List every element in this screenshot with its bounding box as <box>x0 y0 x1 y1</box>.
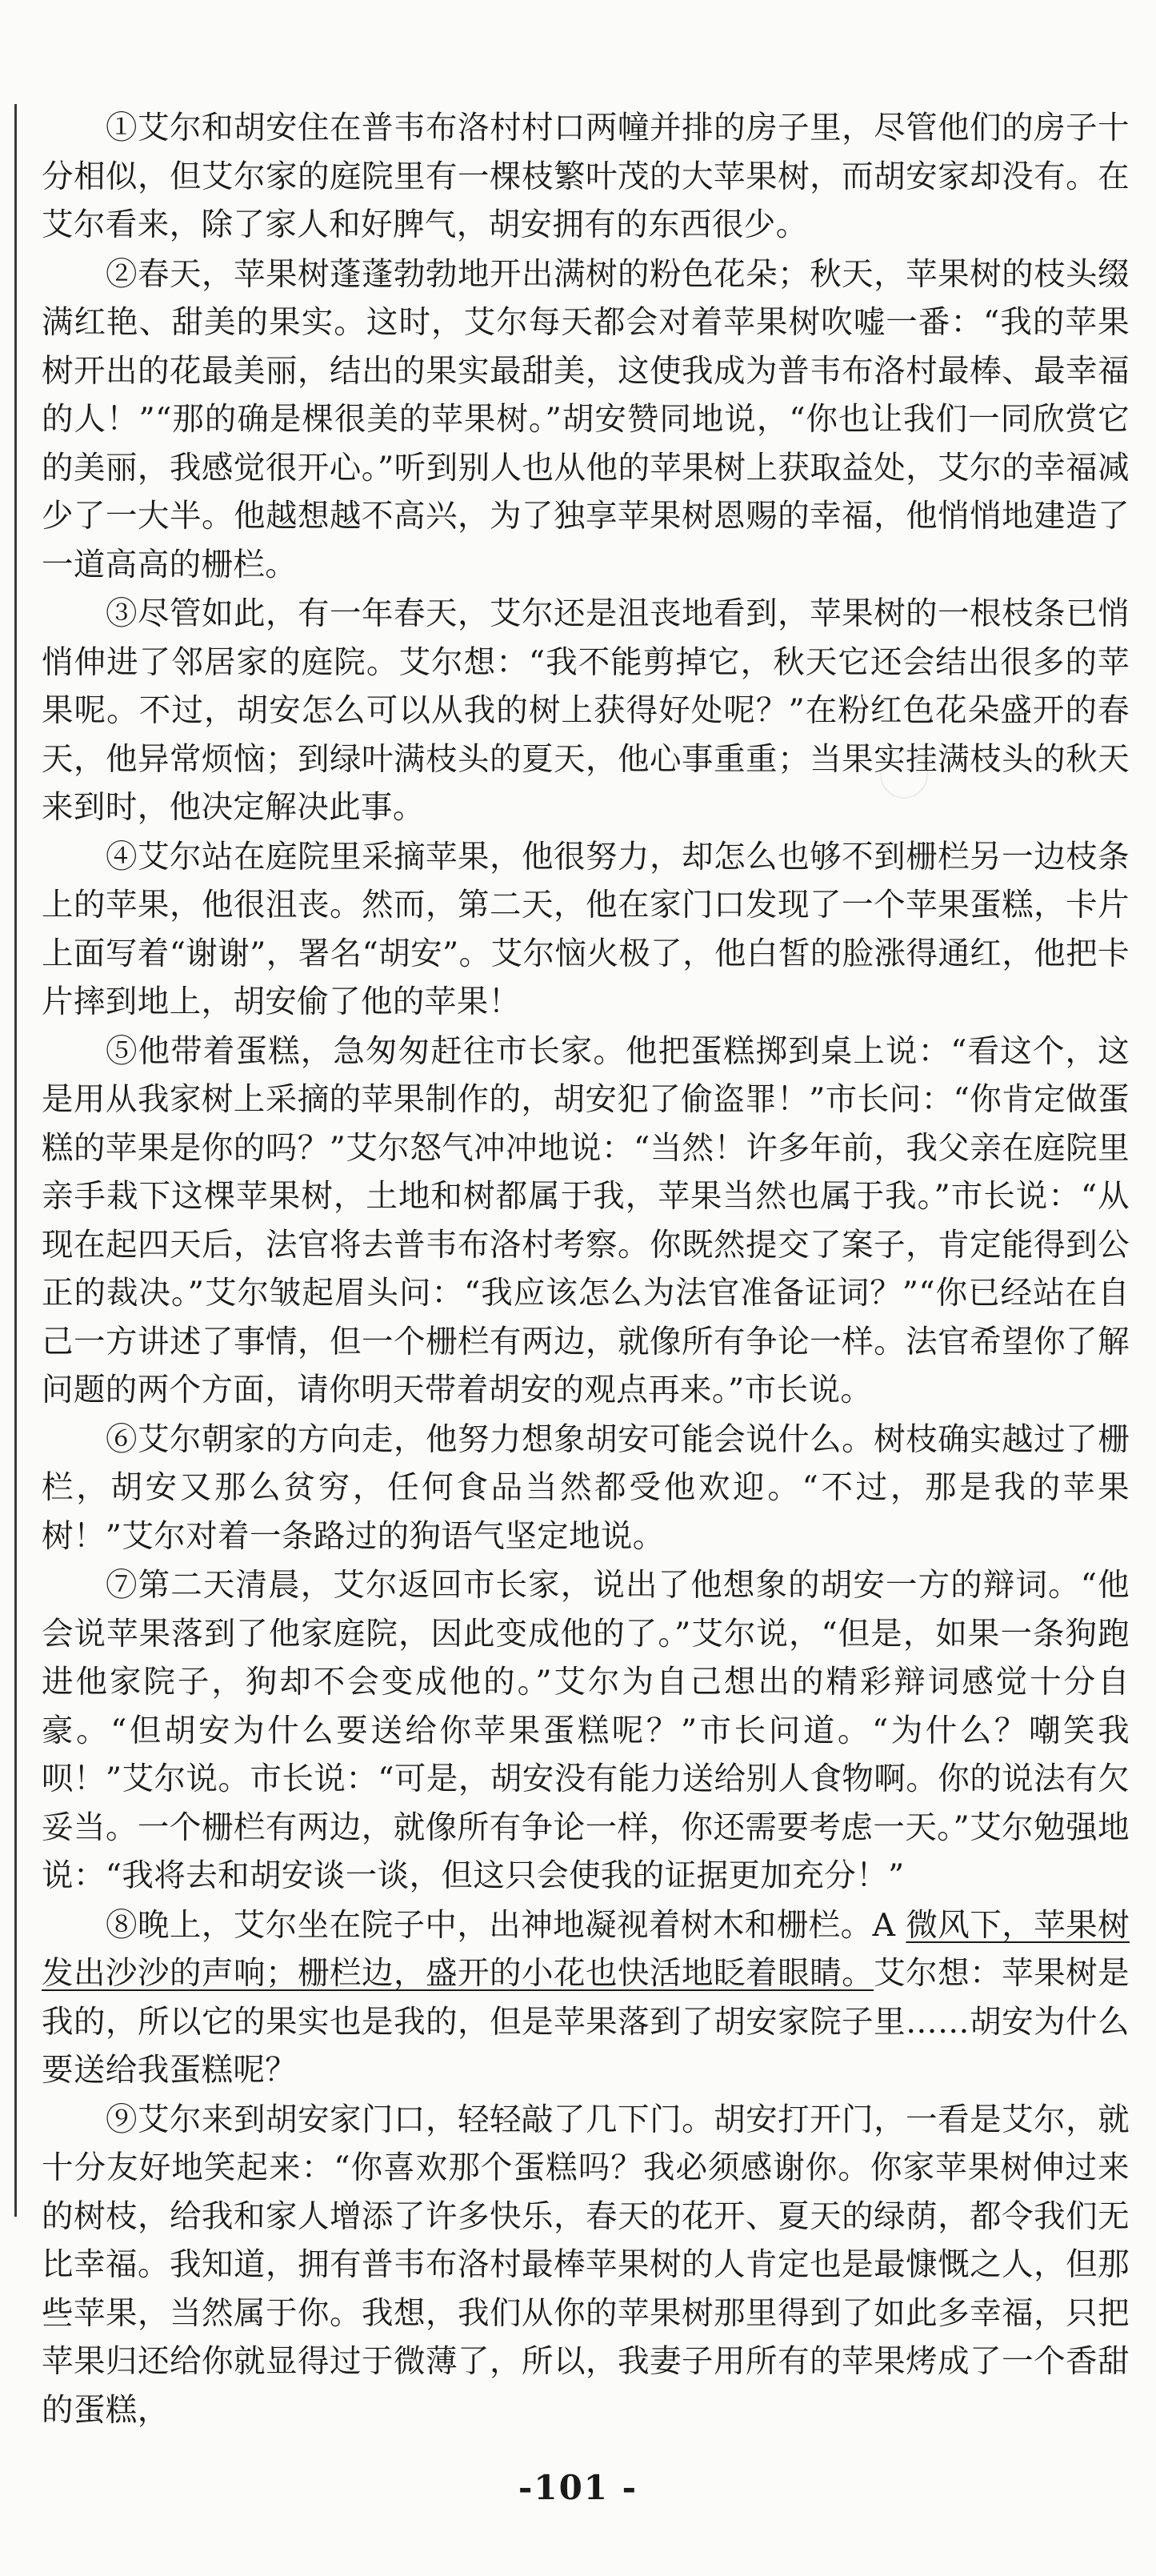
paragraph-number: ④ <box>106 838 138 875</box>
paragraph-number: ⑨ <box>106 2101 138 2138</box>
paragraph-number: ⑦ <box>106 1567 138 1604</box>
paragraph-number: ① <box>106 110 138 146</box>
paragraph-number: ② <box>106 255 138 293</box>
paragraph-8 <box>42 1901 1130 2095</box>
page-number: -101 - <box>518 2468 638 2507</box>
paragraph-4 <box>42 833 1130 1027</box>
paragraph-text: 春天，苹果树蓬蓬勃勃地开出满树的粉色花朵；秋天，苹果树的枝头缀满红艳、甜美的果实。这时，艾尔每天都会对着苹果树吹嘘一番：“我的苹果树开出的花最美丽，结出的果实最甜美，这使我成为普韦布洛村最棒、最幸福的人！”“那的确是棵很美的苹果树。”胡安赞同地说，“你也让我们一同欣赏它的美丽，我感觉很开心。”听到别人也从他的苹果树上获取益处，艾尔的幸福减少了一大半。他越想越不高兴，为了独享苹果树恩赐的幸福，他悄悄地建造了一道高高的栅栏。 <box>42 255 1130 583</box>
paragraph-1 <box>42 104 1130 250</box>
underlined-sentence-a: 微风下，苹果树发出沙沙的声响；栅栏边，盛开的小花也快活地眨着眼睛。 <box>42 1906 1130 1992</box>
paragraph-3 <box>42 590 1130 832</box>
paragraph-6 <box>42 1416 1130 1561</box>
paragraph-5 <box>42 1028 1130 1415</box>
paragraph-number: ⑥ <box>106 1420 138 1458</box>
paragraph-number: ⑧ <box>106 1906 138 1944</box>
paragraph-number: ③ <box>106 595 138 632</box>
paragraph-text-pre: 晚上，艾尔坐在院子中，出神地凝视着树木和栅栏。A <box>137 1906 906 1944</box>
paragraph-text: 艾尔站在庭院里采摘苹果，他很努力，却怎么也够不到栅栏另一边枝条上的苹果，他很沮丧。然而，第二天，他在家门口发现了一个苹果蛋糕，卡片上面写着“谢谢”，署名“胡安”。艾尔恼火极了，他白皙的脸涨得通红，他把卡片摔到地上，胡安偷了他的苹果！ <box>42 838 1130 1020</box>
paragraph-text: 尽管如此，有一年春天，艾尔还是沮丧地看到，苹果树的一根枝条已悄悄伸进了邻居家的庭院。艾尔想：“我不能剪掉它，秋天它还会结出很多的苹果呢。不过，胡安怎么可以从我的树上获得好处呢？”在粉红色花朵盛开的春天，他异常烦恼；到绿叶满枝头的夏天，他心事重重；当果实挂满枝头的秋天来到时，他决定解决此事。 <box>42 595 1130 826</box>
paragraph-7 <box>42 1561 1130 1901</box>
paragraph-text-post: 艾尔想：苹果树是我的，所以它的果实也是我的，但是苹果落到了胡安家院子里……胡安为什么要送给我蛋糕呢？ <box>42 1955 1130 2089</box>
paragraph-number: ⑤ <box>106 1032 138 1070</box>
margin-line <box>14 104 17 2217</box>
paragraph-text: 他带着蛋糕，急匆匆赶往市长家。他把蛋糕掷到桌上说：“看这个，这是用从我家树上采摘的苹果制作的，胡安犯了偷盗罪！”市长问：“你肯定做蛋糕的苹果是你的吗？”艾尔怒气冲冲地说：“当然！许多年前，我父亲在庭院里亲手栽下这棵苹果树，土地和树都属于我，苹果当然也属于我。”市长说：“从现在起四天后，法官将去普韦布洛村考察。你既然提交了案子，肯定能得到公正的裁决。”艾尔皱起眉头问：“我应该怎么为法官准备证词？”“你已经站在自己一方讲述了事情，但一个栅栏有两边，就像所有争论一样。法官希望你了解问题的两个方面，请你明天带着胡安的观点再来。”市长说。 <box>42 1032 1130 1408</box>
paragraph-text: 第二天清晨，艾尔返回市长家，说出了他想象的胡安一方的辩词。“他会说苹果落到了他家庭院，因此变成他的了。”艾尔说，“但是，如果一条狗跑进他家院子，狗却不会变成他的。”艾尔为自己想出的精彩辩词感觉十分自豪。“但胡安为什么要送给你苹果蛋糕呢？”市长问道。“为什么？嘲笑我呗！”艾尔说。市长说：“可是，胡安没有能力送给别人食物啊。你的说法有欠妥当。一个栅栏有两边，就像所有争论一样，你还需要考虑一天。”艾尔勉强地说：“我将去和胡安谈一谈，但这只会使我的证据更加充分！” <box>42 1567 1130 1894</box>
paragraph-text: 艾尔朝家的方向走，他努力想象胡安可能会说什么。树枝确实越过了栅栏，胡安又那么贫穷，任何食品当然都受他欢迎。“不过，那是我的苹果树！”艾尔对着一条路过的狗语气坚定地说。 <box>42 1420 1130 1555</box>
paragraph-text: 艾尔和胡安住在普韦布洛村村口两幢并排的房子里，尽管他们的房子十分相似，但艾尔家的庭院里有一棵枝繁叶茂的大苹果树，而胡安家却没有。在艾尔看来，除了家人和好脾气，胡安拥有的东西很少。 <box>42 110 1130 243</box>
story-text <box>42 104 1130 2435</box>
paragraph-text: 艾尔来到胡安家门口，轻轻敲了几下门。胡安打开门，一看是艾尔，就十分友好地笑起来：“你喜欢那个蛋糕吗？我必须感谢你。你家苹果树伸过来的树枝，给我和家人增添了许多快乐，春天的花开、夏天的绿荫，都令我们无比幸福。我知道，拥有普韦布洛村最棒苹果树的人肯定也是最慷慨之人，但那些苹果，当然属于你。我想，我们从你的苹果树那里得到了如此多幸福，只把苹果归还给你就显得过于微薄了，所以，我妻子用所有的苹果烤成了一个香甜的蛋糕， <box>42 2101 1130 2429</box>
paragraph-2 <box>42 250 1130 590</box>
paragraph-9 <box>42 2096 1130 2435</box>
